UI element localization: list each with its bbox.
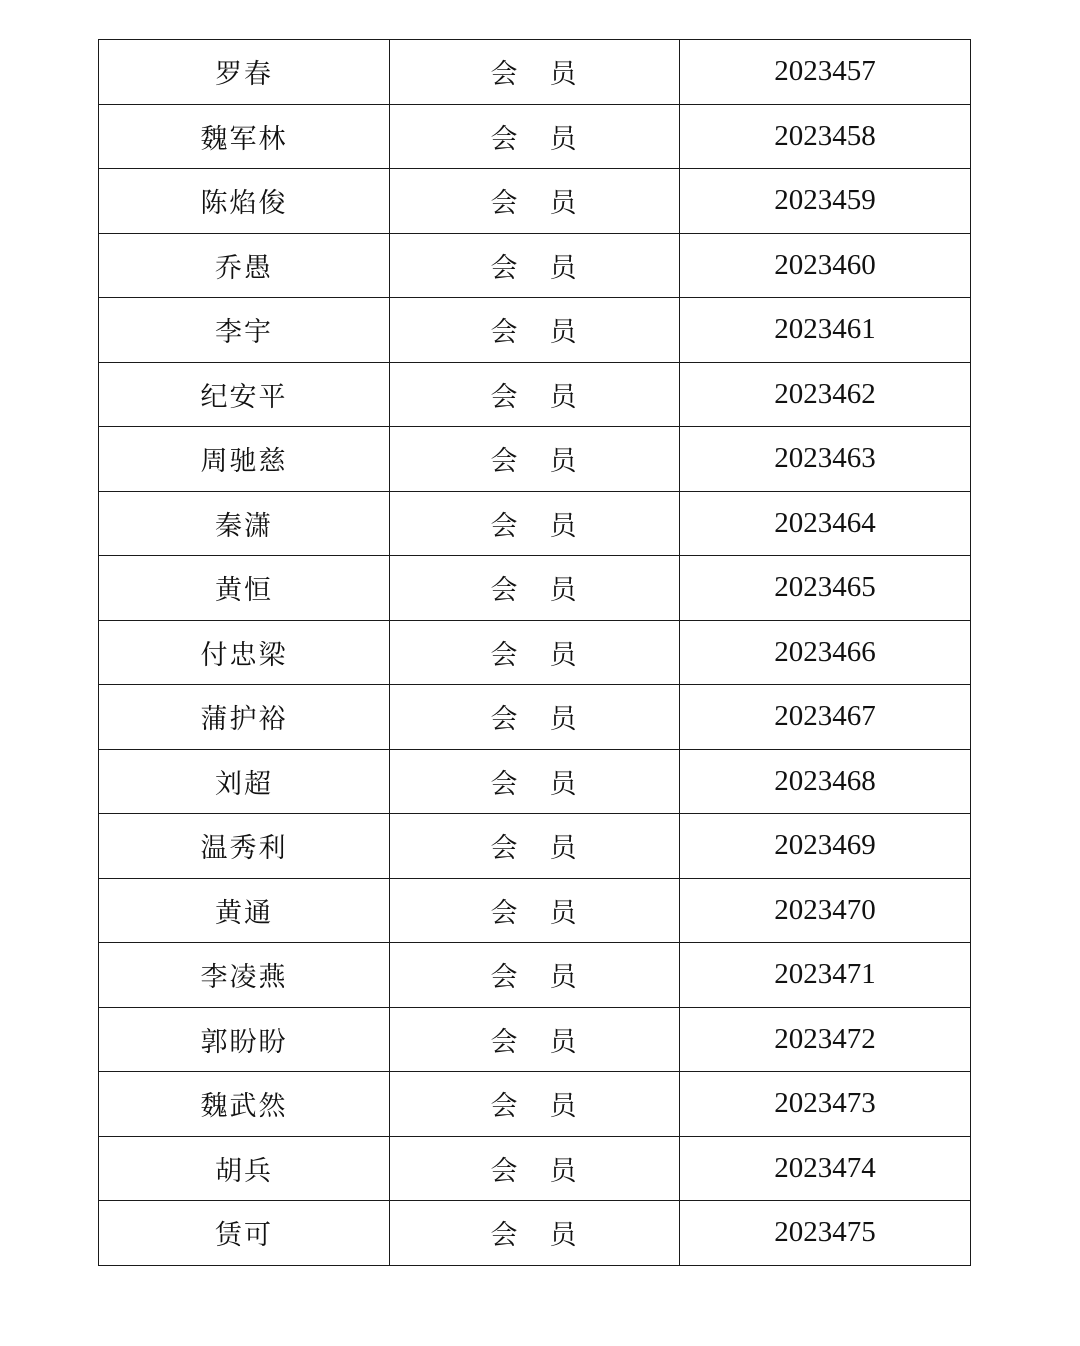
role-char-2: 员 [549,510,579,542]
member-name-cell: 胡兵 [99,1136,390,1201]
table-row [99,169,971,234]
member-name-cell: 黄恒 [99,556,390,621]
member-id-cell: 2023460 [680,233,971,298]
member-name-cell: 黄通 [99,878,390,943]
role-char-1: 会 [490,317,520,349]
member-name-cell: 温秀利 [99,814,390,879]
role-char-1: 会 [490,1155,520,1187]
member-id-cell: 2023462 [680,362,971,427]
role-char-1: 会 [490,704,520,736]
role-char-2: 员 [549,252,579,284]
role-char-1: 会 [490,188,520,220]
role-char-1: 会 [490,897,520,929]
member-name-cell: 罗春 [99,40,390,105]
member-name-cell: 刘超 [99,749,390,814]
member-name-cell: 纪安平 [99,362,390,427]
member-name-cell: 秦潇 [99,491,390,556]
member-role-cell [390,556,680,621]
member-role-cell [390,814,680,879]
member-name-cell: 郭盼盼 [99,1007,390,1072]
member-role-cell [390,362,680,427]
member-name-cell: 蒲护裕 [99,685,390,750]
member-name-cell: 付忠梁 [99,620,390,685]
role-char-1: 会 [490,510,520,542]
member-id-cell: 2023465 [680,556,971,621]
member-name-cell: 乔愚 [99,233,390,298]
table-row [99,943,971,1008]
table-row [99,814,971,879]
role-char-2: 员 [549,123,579,155]
role-char-1: 会 [490,833,520,865]
role-char-2: 员 [549,1091,579,1123]
member-id-cell: 2023474 [680,1136,971,1201]
table-row [99,1072,971,1137]
member-id-cell: 2023461 [680,298,971,363]
role-char-1: 会 [490,1091,520,1123]
role-char-1: 会 [490,381,520,413]
table-row [99,362,971,427]
table-row [99,298,971,363]
member-id-cell: 2023475 [680,1201,971,1266]
member-id-cell: 2023471 [680,943,971,1008]
role-char-1: 会 [490,768,520,800]
table-row [99,556,971,621]
role-char-2: 员 [549,833,579,865]
table-row [99,620,971,685]
role-char-1: 会 [490,446,520,478]
member-table-body [99,40,971,1266]
table-row [99,749,971,814]
table-row [99,685,971,750]
member-role-cell [390,233,680,298]
table-row [99,233,971,298]
table-row [99,40,971,105]
member-id-cell: 2023468 [680,749,971,814]
member-id-cell: 2023458 [680,104,971,169]
table-row [99,1201,971,1266]
member-role-cell [390,1201,680,1266]
member-id-cell: 2023459 [680,169,971,234]
member-name-cell: 李宇 [99,298,390,363]
member-name-cell: 魏军林 [99,104,390,169]
role-char-2: 员 [549,575,579,607]
role-char-2: 员 [549,768,579,800]
member-role-cell [390,878,680,943]
member-role-cell [390,685,680,750]
member-name-cell: 赁可 [99,1201,390,1266]
member-role-cell [390,169,680,234]
role-char-1: 会 [490,962,520,994]
role-char-2: 员 [549,639,579,671]
member-name-cell: 李凌燕 [99,943,390,1008]
member-name-cell: 周驰慈 [99,427,390,492]
member-id-cell: 2023464 [680,491,971,556]
member-id-cell: 2023466 [680,620,971,685]
member-id-cell: 2023467 [680,685,971,750]
role-char-2: 员 [549,59,579,91]
table-row [99,1136,971,1201]
member-role-cell [390,104,680,169]
member-role-cell [390,1136,680,1201]
table-row [99,491,971,556]
table-row [99,427,971,492]
member-role-cell [390,40,680,105]
member-id-cell: 2023470 [680,878,971,943]
role-char-2: 员 [549,188,579,220]
member-id-cell: 2023457 [680,40,971,105]
role-char-1: 会 [490,123,520,155]
role-char-2: 员 [549,1155,579,1187]
table-row [99,878,971,943]
table-row [99,1007,971,1072]
role-char-2: 员 [549,962,579,994]
role-char-2: 员 [549,446,579,478]
member-table [98,39,971,1266]
role-char-1: 会 [490,639,520,671]
member-role-cell [390,427,680,492]
role-char-1: 会 [490,59,520,91]
table-row [99,104,971,169]
member-name-cell: 陈焰俊 [99,169,390,234]
member-role-cell [390,749,680,814]
role-char-2: 员 [549,381,579,413]
role-char-2: 员 [549,1220,579,1252]
role-char-1: 会 [490,252,520,284]
role-char-2: 员 [549,1026,579,1058]
member-role-cell [390,1007,680,1072]
member-role-cell [390,620,680,685]
member-role-cell [390,491,680,556]
member-role-cell [390,1072,680,1137]
role-char-2: 员 [549,897,579,929]
member-id-cell: 2023463 [680,427,971,492]
member-id-cell: 2023473 [680,1072,971,1137]
member-id-cell: 2023472 [680,1007,971,1072]
role-char-2: 员 [549,704,579,736]
member-role-cell [390,943,680,1008]
role-char-2: 员 [549,317,579,349]
role-char-1: 会 [490,1026,520,1058]
member-role-cell [390,298,680,363]
member-id-cell: 2023469 [680,814,971,879]
role-char-1: 会 [490,575,520,607]
member-name-cell: 魏武然 [99,1072,390,1137]
role-char-1: 会 [490,1220,520,1252]
